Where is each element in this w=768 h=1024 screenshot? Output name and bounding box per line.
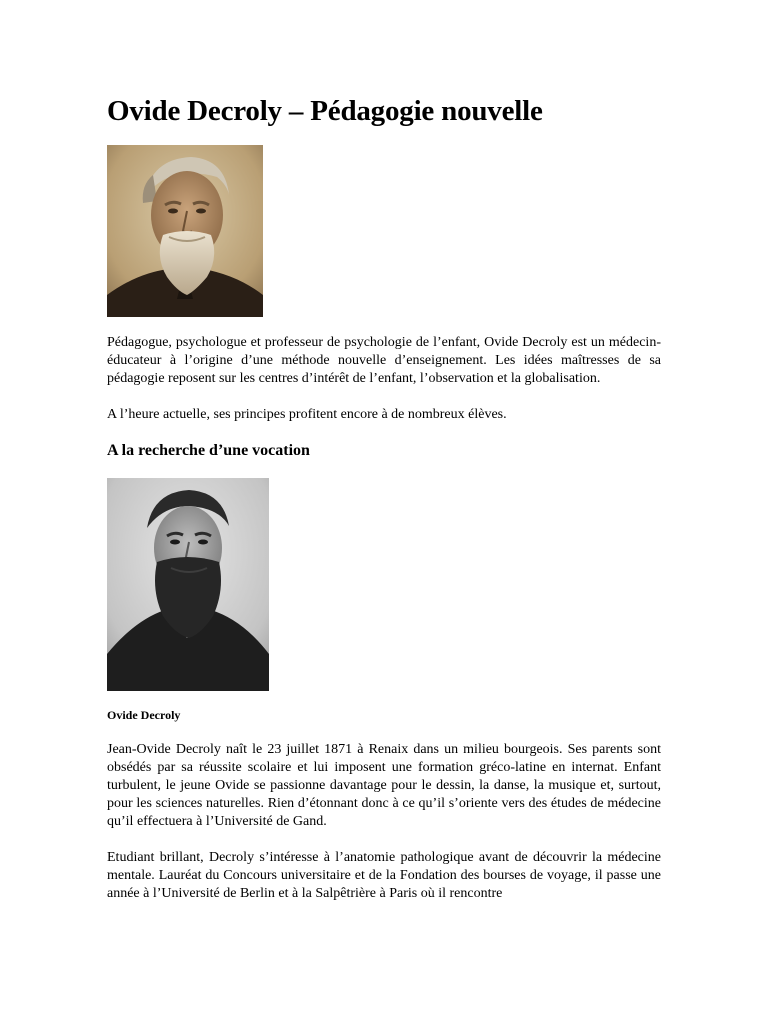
intro-paragraph-1: Pédagogue, psychologue et professeur de psychologie de l’enfant, Ovide Decroly est un médecin-éducateur à l’origine d’une méthode nouvelle d’enseignement. Les idées maîtresses de sa pédagogie reposent sur les centres d’intérêt de l’enfant, l’observation et la globalisation. — [107, 335, 661, 386]
page-title: Ovide Decroly – Pédagogie nouvelle — [107, 95, 543, 127]
portrait-photo-bw — [107, 478, 269, 691]
section-heading-vocation: A la recherche d’une vocation — [107, 442, 310, 459]
document-page — [107, 92, 661, 903]
photo-caption: Ovide Decroly — [107, 708, 181, 722]
portrait-photo-sepia — [107, 145, 263, 317]
vocation-paragraph-2: Etudiant brillant, Decroly s’intéresse à l’anatomie pathologique avant de découvrir la médecine mentale. Lauréat du Concours universitaire et de la Fondation des bourses de voyage, il passe une année à l’Université de Berlin et à la Salpêtrière à Paris où il rencontre — [107, 850, 661, 901]
intro-paragraph-2: A l’heure actuelle, ses principes profitent encore à de nombreux élèves. — [107, 407, 507, 422]
vocation-paragraph-1: Jean-Ovide Decroly naît le 23 juillet 1871 à Renaix dans un milieu bourgeois. Ses parents sont obsédés par sa réussite scolaire et lui imposent une formation gréco-latine en internat. Enfant turbulent, le jeune Ovide se passionne davantage pour le dessin, la danse, la musique et, surtout, pour les sciences naturelles. Rien d’étonnant donc à ce qu’il s’oriente vers des études de médecine qu’il effectuera à l’Université de Gand. — [107, 742, 661, 829]
